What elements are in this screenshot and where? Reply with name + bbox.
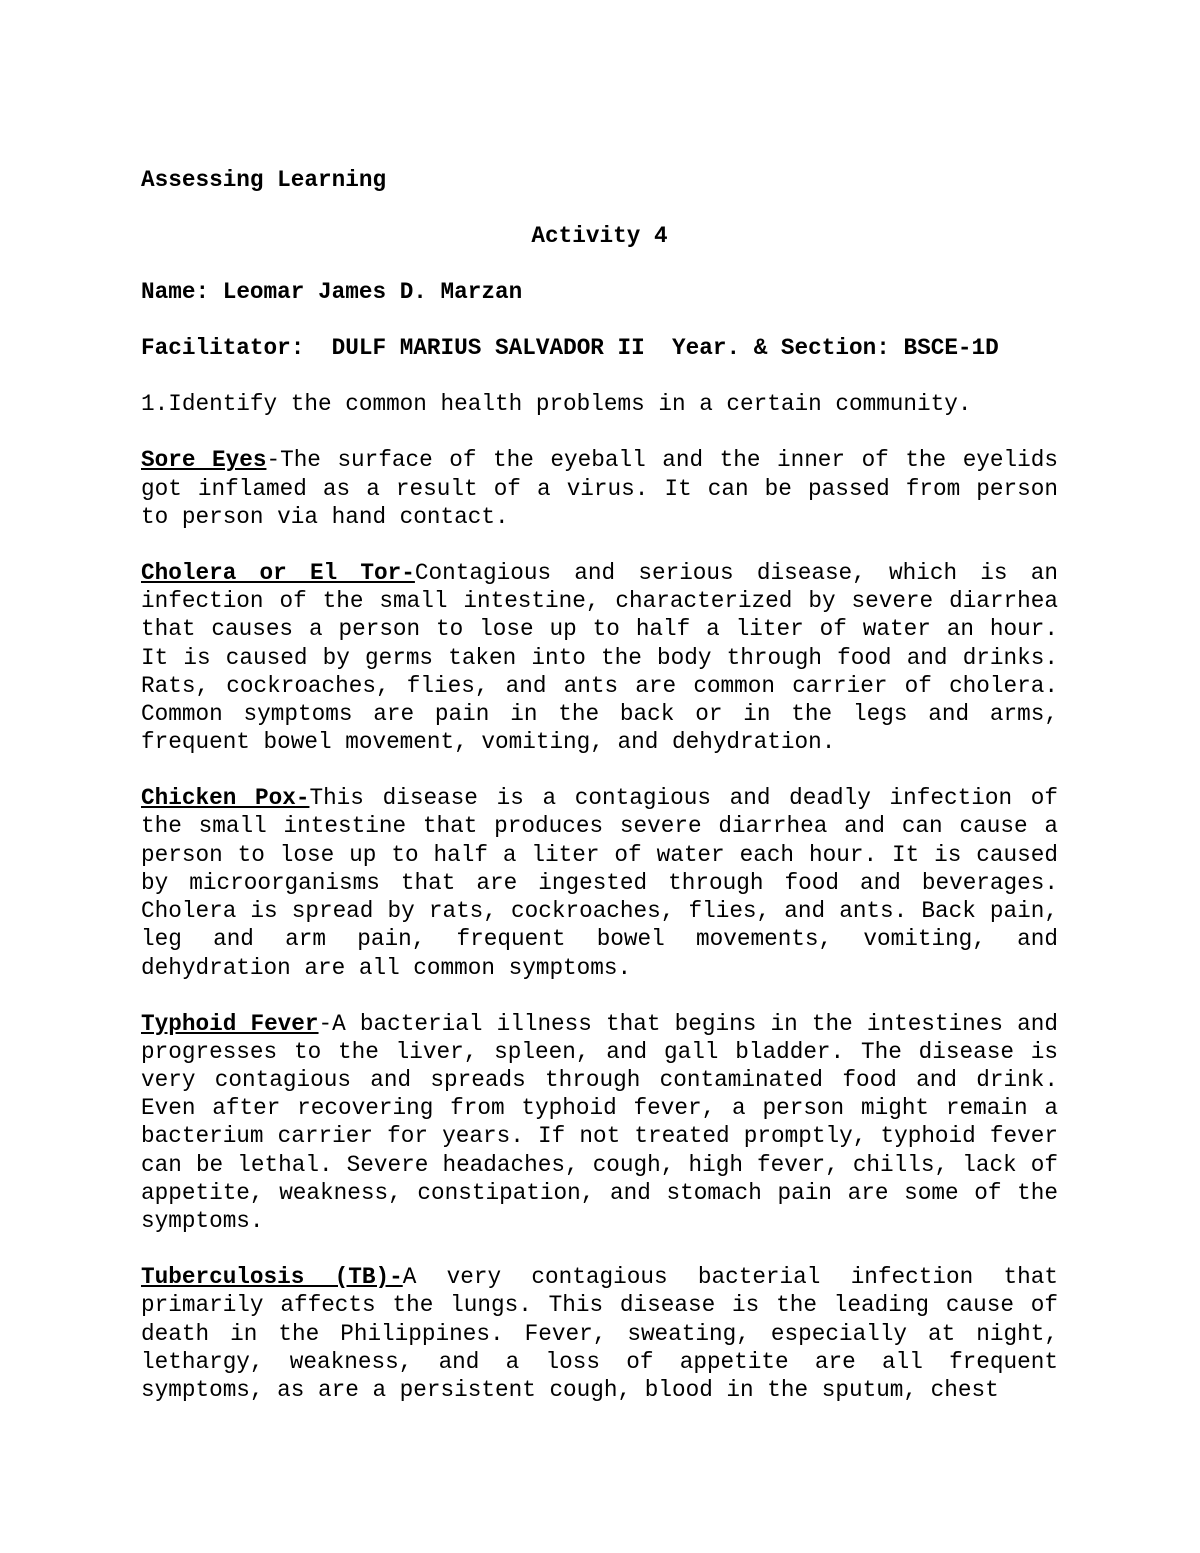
facilitator-line <box>141 334 1058 362</box>
entry-term: Tuberculosis (TB)- <box>141 1264 403 1291</box>
entry-separator: - <box>266 447 281 474</box>
document-page <box>141 166 1058 1404</box>
entry-term: Cholera or El Tor- <box>141 559 415 586</box>
name-value: Leomar James D. Marzan <box>222 279 523 306</box>
entry-typhoid-fever <box>141 1010 1058 1236</box>
section-label: Year. & Section: <box>672 335 890 362</box>
entry-text: A very contagious bacterial infection that primarily affects the lungs. This disease is the leading cause of death in the Philippines. Fever, sweating, especially at night, lethargy, weakness, and a loss of appetite are all frequent symptoms, as are a persistent cough, blood in the sputum, chest <box>141 1264 1058 1403</box>
entry-text: This disease is a contagious and deadly infection of the small intestine that produces severe diarrhea and can cause a person to lose up to half a liter of water each hour. It is caused by microorganisms that are ingested through food and beverages. Cholera is spread by rats, cockroaches, flies, and ants. Back pain, leg and arm pain, frequent bowel movements, vomiting, and dehydration are all common symptoms. <box>141 785 1058 981</box>
entry-term: Chicken Pox- <box>141 785 310 812</box>
entry-text: The surface of the eyeball and the inner of the eyelids got inflamed as a result of a virus. It can be passed from person to person via hand contact. <box>141 447 1058 530</box>
entry-chicken-pox <box>141 784 1058 981</box>
entry-text: A bacterial illness that begins in the intestines and progresses to the liver, spleen, and gall bladder. The disease is very contagious and spreads through contaminated food and drink. Even after recovering from typhoid fever, a person might remain a bacterium carrier for years. If not treated promptly, typhoid fever can be lethal. Severe headaches, cough, high fever, chills, lack of appetite, weakness, constipation, and stomach pain are some of the symptoms. <box>141 1010 1058 1235</box>
entry-sore-eyes <box>141 446 1058 531</box>
entry-text: Contagious and serious disease, which is an infection of the small intestine, characterized by severe diarrhea that causes a person to lose up to half a liter of water an hour. It is caused by germs taken into the body through food and drinks. Rats, cockroaches, flies, and ants are common carrier of cholera. Common symptoms are pain in the back or in the legs and arms, frequent bowel movement, vomiting, and dehydration. <box>141 559 1058 756</box>
facilitator-value: DULF MARIUS SALVADOR II <box>331 335 645 362</box>
facilitator-label: Facilitator: <box>141 335 305 362</box>
course-title: Assessing Learning <box>141 167 387 193</box>
entry-term: Typhoid Fever <box>141 1010 319 1037</box>
name-line <box>141 278 1058 306</box>
entry-term: Sore Eyes <box>141 447 267 474</box>
activity-title: Activity 4 <box>531 223 668 250</box>
entry-cholera <box>141 559 1058 756</box>
section-value: BSCE-1D <box>903 335 999 362</box>
question-text: 1.Identify the common health problems in a certain community. <box>141 391 972 418</box>
entry-separator: - <box>318 1010 333 1037</box>
name-label: Name: <box>141 279 210 306</box>
entry-tuberculosis <box>141 1263 1058 1404</box>
